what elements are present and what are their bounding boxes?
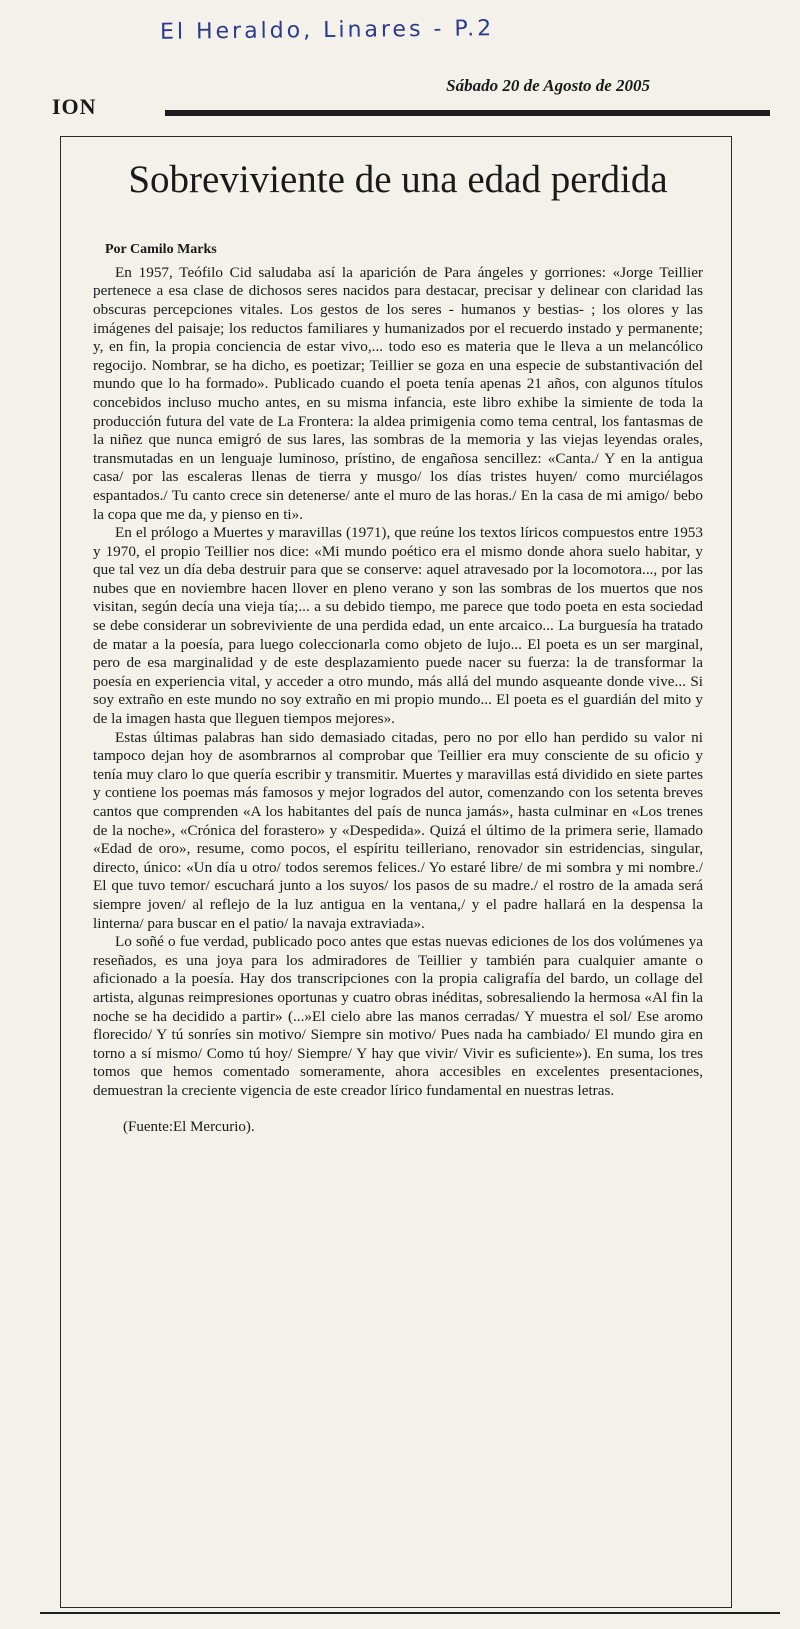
article-byline: Por Camilo Marks [105, 241, 217, 257]
article-body [93, 264, 703, 1101]
publication-date: Sábado 20 de Agosto de 2005 [446, 76, 650, 95]
article-paragraph: En 1957, Teófilo Cid saludaba así la aparición de Para ángeles y gorriones: «Jorge Teillier pertenece a esa clase de dichosos seres nacidos para destacar, precisar y delinear con claridad las obscuras percepciones vitales. Los gestos de los seres - humanos y bestias- ; los olores y las imágenes del paisaje; los reductos familiares y humanizados por el recuerdo instado y permanente; y, en fin, la propia conciencia de estar vivo,... todo eso es materia que le lleva a un melancólico regocijo. Nombrar, se ha dicho, es poetizar; Teillier se goza en una especie de substantivación del mundo que lo ha formado». Publicado cuando el poeta tenía apenas 21 años, con algunos títulos concebidos incluso mucho antes, en su misma infancia, este libro exhibe la simiente de toda la producción futura del vate de La Frontera: la aldea primigenia como tema central, los fantasmas de la niñez que nunca emigró de sus lares, las sombras de la memoria y las viejas leyendas orales, transmutadas en un lenguaje luminoso, prístino, de engañosa sencillez: «Canta./ Y en la antigua casa/ por las escaleras llenas de tierra y musgo/ los días tristes huyen/ como murciélagos espantados./ Tu canto crece sin detenerse/ ante el muro de las horas./ En la casa de mi amigo/ bebo la copa que me da, y pienso en ti». [93, 263, 703, 523]
article-source: (Fuente:El Mercurio). [123, 1118, 255, 1135]
article-paragraph: Lo soñé o fue verdad, publicado poco antes que estas nuevas ediciones de los dos volúmenes ya reseñados, es una joya para los admiradores de Teillier y también para cualquier amante o aficionado a la poesía. Hay dos transcripciones con la propia caligrafía del bardo, un collage del artista, algunas reimpresiones oportunas y cuatro obras inéditas, sobresaliendo la hermosa «Al fin la noche se ha decidido a partir» (...»El cielo abre las manos cerradas/ Y muestra el sol/ Ese aromo florecido/ Y tú sonríes sin motivo/ Siempre sin motivo/ Pues nada ha cambiado/ El mundo gira en torno a sí mismo/ Como tú hoy/ Siempre/ Y hay que vivir/ Vivir es suficiente»). En suma, los tres tomos que hemos comentado someramente, ahora accesibles en excelentes presentaciones, demuestran la creciente vigencia de este creador lírico fundamental en nuestras letras. [93, 933, 703, 1099]
article-paragraph: En el prólogo a Muertes y maravillas (1971), que reúne los textos líricos compuestos entre 1953 y 1970, el propio Teillier nos dice: «Mi mundo poético era el mismo donde ahora suelo habitar, y que tal vez un día deba destruir para que se conserve: aquel atravesado por la locomotora..., por las nubes que en noviembre hacen llover en pleno verano y son las sombras de los muertos que nos visitan, según decía una vieja tía;... a su debido tiempo, me parece que todo poeta en esta sociedad se debe considerar un sobreviviente de una perdida edad, un ente arcaico... La burguesía ha tratado de matar a la poesía, para luego coleccionarla como objeto de lujo... El poeta es un ser marginal, pero de esa marginalidad y de este desplazamiento puede nacer su fuerza: la de transformar la poesía en experiencia vital, y acceder a otro mundo, más allá del mundo asqueante donde vive... Si soy extraño en este mundo no soy extraño en mi propio mundo... El poeta es el guardián del mito y de la imagen hasta que lleguen tiempos mejores». [93, 524, 703, 728]
footer-rule [40, 1612, 780, 1614]
article-paragraph: Estas últimas palabras han sido demasiado citadas, pero no por ello han perdido su valor ni tampoco dejan hoy de asombrarnos al comprobar que Teillier era muy consciente de su oficio y tenía muy claro lo que quería escribir y transmitir. Muertes y maravillas está dividido en siete partes y contiene los poemas más famosos y mejor logrados del autor, comenzando con los setenta breves cantos que comprenden «A los habitantes del país de nunca jamás», hasta culminar en «Los trenes de la noche», «Crónica del forastero» y «Despedida». Quizá el último de la primera serie, llamado «Edad de oro», resume, como pocos, el espíritu teilleriano, renovador sin estridencias, singular, directo, único: «Un día u otro/ todos seremos felices./ Yo estaré libre/ de mi sombra y mi nombre./ El que tuvo temor/ escuchará junto a los suyos/ los pasos de su madre./ el rostro de la amada será siempre joven/ al reflejo de la luz antigua en la ventana,/ y el padre hallará en la despensa la linterna/ para buscar en el patio/ la navaja extraviada». [93, 728, 703, 932]
header-rule [165, 110, 770, 116]
section-label: ION [52, 94, 97, 119]
article-frame [60, 136, 732, 1608]
handwritten-annotation: El Heraldo, Linares - P.2 [159, 16, 495, 45]
article-title: Sobreviviente de una edad perdida [128, 158, 668, 201]
